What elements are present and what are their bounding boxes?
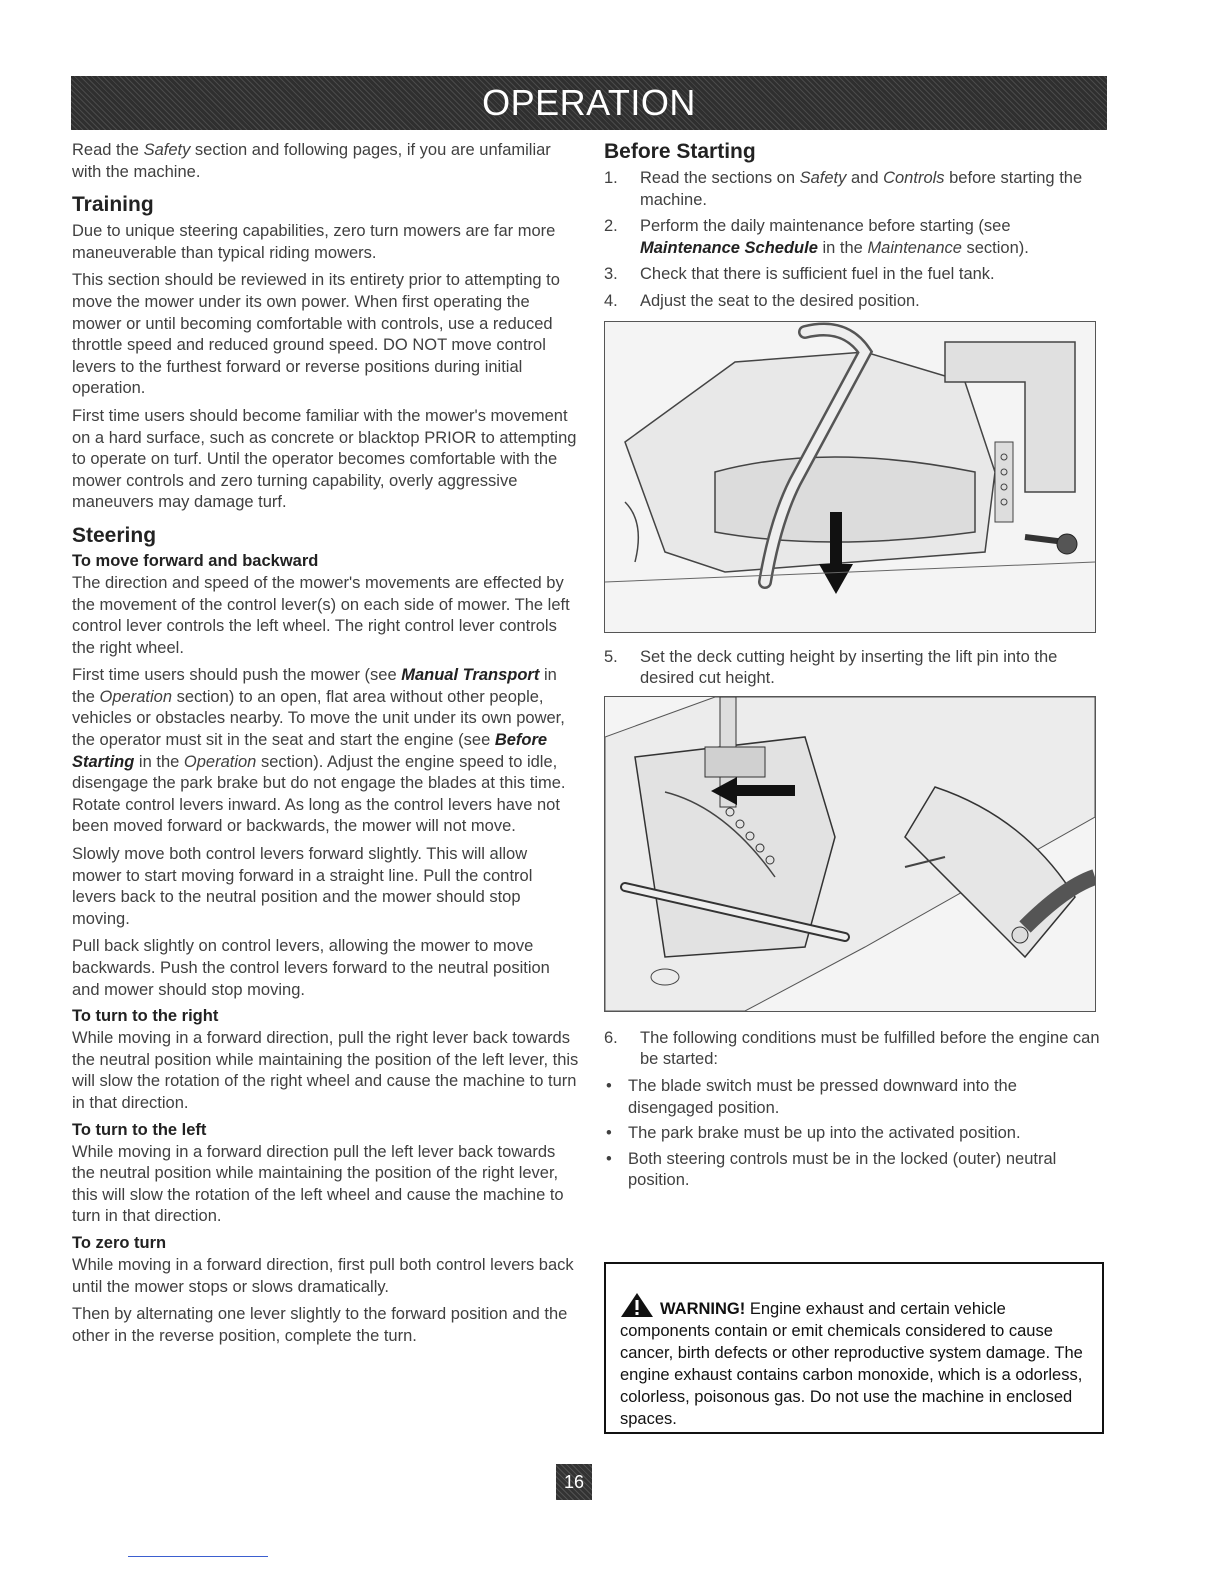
seat-adjustment-illustration (605, 322, 1095, 632)
forward-backward-paragraph-2: First time users should push the mower (see Manual Transport in the Operation section) to an open, flat area without other people, vehicles or obstacles nearby. To move the unit under its own power, the operator must sit in the seat and start the engine (see Before Starting in the Operation section). Adjust the engine speed to idle, disengage the park brake but do not engage the blades at this time. Rotate control levers inward. As long as the control levers have not been moved forward or backwards, the mower will not move. (72, 666, 566, 836)
turn-right-heading: To turn to the right (72, 1007, 219, 1026)
list-item: • Both steering controls must be in the locked (outer) neutral position. (606, 1149, 1057, 1190)
training-paragraph-3: First time users should become familiar with the mower's movement on a hard surface, such as concrete or blacktop PRIOR to attempting to operate on turf. Until the operator becomes comfortable with the mower controls and zero turning capability, overly aggressive maneuvers may damage turf. (72, 406, 577, 512)
warning-box (604, 1262, 1104, 1434)
step-item: 1. Read the sections on Safety and Controls before starting the machine. (604, 169, 1083, 209)
step-item: 6. The following conditions must be fulfilled before the engine can be started: (604, 1028, 1100, 1069)
left-column (72, 140, 580, 1353)
footer-divider (128, 1556, 268, 1557)
zero-turn-paragraph-1: While moving in a forward direction, first pull both control levers back until the mower stops or slows dramatically. (72, 1255, 574, 1296)
zero-turn-heading: To zero turn (72, 1233, 167, 1252)
warning-triangle-icon (620, 1292, 654, 1318)
before-starting-steps (604, 168, 1104, 313)
turn-left-heading: To turn to the left (72, 1120, 207, 1139)
before-starting-heading: Before Starting (604, 140, 756, 163)
list-item: • The blade switch must be pressed downward into the disengaged position. (606, 1076, 1017, 1117)
forward-backward-paragraph-1: The direction and speed of the mower's movements are effected by the movement of the control lever(s) on each side of mower. The left control lever controls the left wheel. The right control lever controls the right wheel. (72, 573, 570, 657)
step-item: 4. Adjust the seat to the desired position. (604, 291, 920, 310)
deck-height-illustration (605, 697, 1095, 1011)
warning-text: WARNING! Engine exhaust and certain vehicle components contain or emit chemicals considered to cause cancer, birth defects or other reproductive system damage. The engine exhaust contains carbon monoxide, which is a odorless, colorless, poisonous gas. Do not use the machine in enclosed spaces. (620, 1292, 1090, 1430)
forward-backward-paragraph-3: Slowly move both control levers forward slightly. This will allow mower to start moving forward in a straight line. Pull the control levers back to the neutral position and the mower should stop moving. (72, 845, 533, 928)
step-item: 3. Check that there is sufficient fuel in the fuel tank. (604, 265, 995, 284)
list-item: • The park brake must be up into the activated position. (606, 1124, 1021, 1143)
forward-backward-paragraph-4: Pull back slightly on control levers, allowing the mower to move backwards. Push the control levers forward to the neutral position and mower should stop moving. (72, 937, 550, 999)
deck-height-figure (604, 696, 1096, 1012)
zero-turn-paragraph-2: Then by alternating one lever slightly to the forward position and the other in the reverse position, complete the turn. (72, 1305, 568, 1345)
turn-right-paragraph: While moving in a forward direction, pull the right lever back towards the neutral position while maintaining the position of the left lever, this will slow the rotation of the right wheel and cause the machine to turn in that direction. (72, 1029, 579, 1112)
intro-paragraph: Read the Safety section and following pages, if you are unfamiliar with the machine. (72, 141, 551, 181)
training-heading: Training (72, 193, 154, 217)
page-number: 16 (556, 1464, 592, 1500)
start-conditions-list (604, 1076, 1104, 1192)
training-paragraph-2: This section should be reviewed in its entirety prior to attempting to move the mower under its own power. When first operating the mower or until becoming comfortable with controls, use a reduced throttle speed and reduced ground speed. DO NOT move control levers to the furthest forward or reverse positions during initial operation. (72, 271, 560, 398)
step-item: 2. Perform the daily maintenance before starting (see Maintenance Schedule in the Maintenance section). (604, 217, 1029, 257)
turn-left-paragraph: While moving in a forward direction pull the left lever back towards the neutral position while maintaining the position of the right lever, this will slow the rotation of the left wheel and cause the machine to turn in that direction. (72, 1142, 564, 1226)
step-item: 5. Set the deck cutting height by inserting the lift pin into the desired cut height. (604, 647, 1058, 688)
section-title: OPERATION (482, 82, 696, 123)
start-conditions-step (604, 1028, 1104, 1071)
training-paragraph-1: Due to unique steering capabilities, zero turn mowers are far more maneuverable than typical riding mowers. (72, 222, 556, 262)
section-banner (71, 76, 1107, 130)
forward-backward-heading: To move forward and backward (72, 551, 319, 570)
deck-height-step (604, 647, 1104, 690)
seat-adjustment-figure (604, 321, 1096, 633)
warning-label: WARNING! (660, 1300, 746, 1318)
steering-heading: Steering (72, 523, 157, 547)
right-column (604, 140, 1104, 1196)
